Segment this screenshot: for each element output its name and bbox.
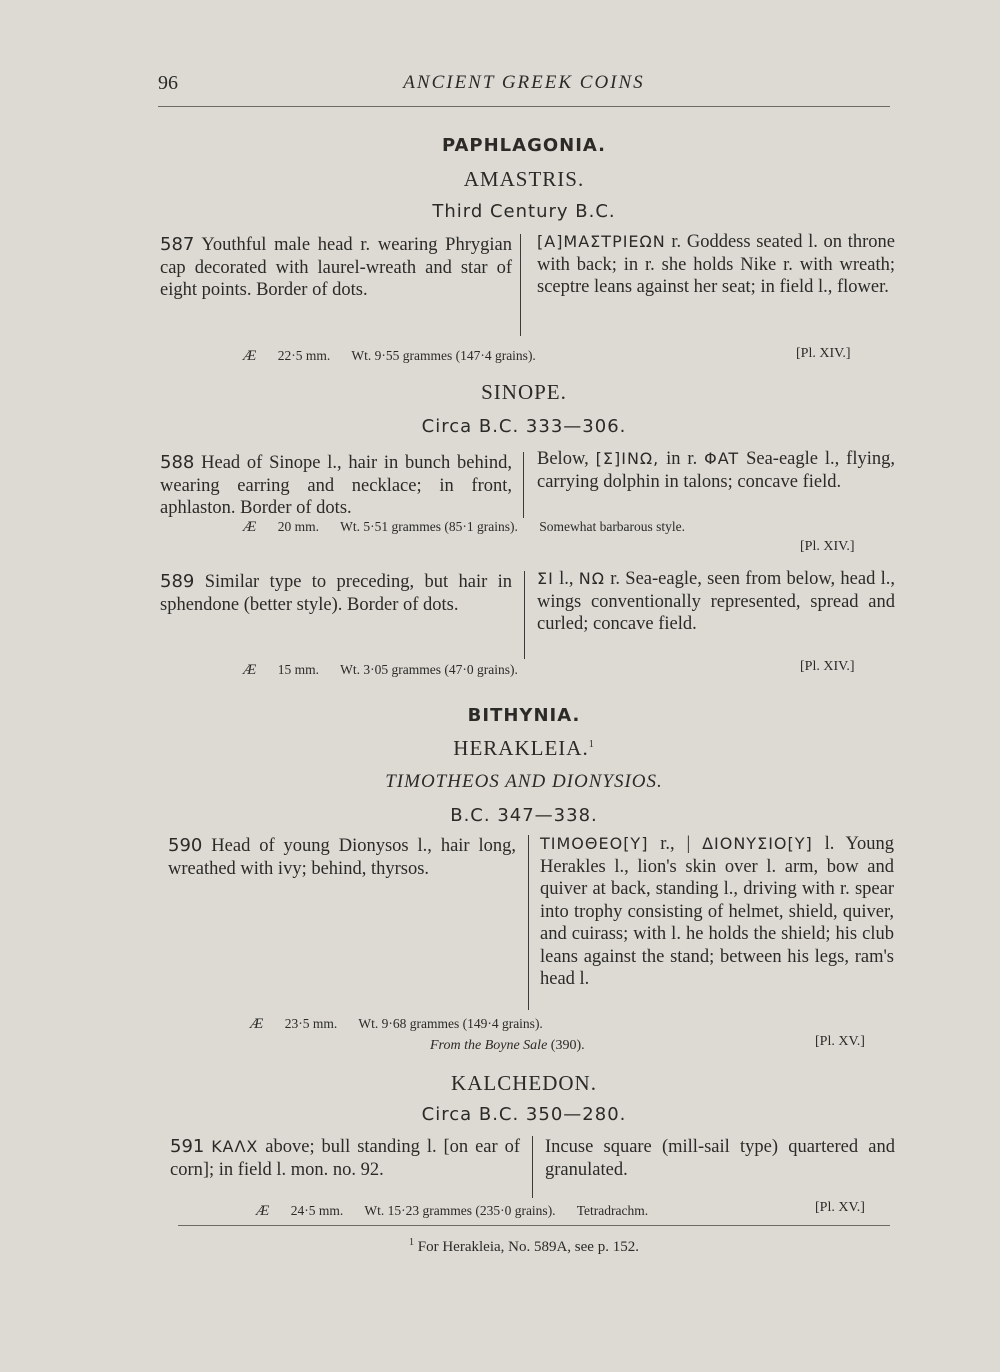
obverse-description: Youthful male head r. wearing Phrygian cap decorated with laurel-wreath and star of eight points. Border of dots. [160,235,512,300]
column-divider [524,571,525,659]
reverse-connector: in r. [666,449,698,469]
reverse-legend: TIMOΘEO[Y] [540,834,649,853]
entry-number: 587 [160,234,195,255]
metal-symbol: Æ [250,1016,264,1032]
footnote-reference: 1 [588,739,595,750]
reverse-connector: l., [559,569,574,589]
entry-589-reverse [537,568,895,636]
diameter: 15 mm. [277,662,319,677]
plate-reference: [Pl. XIV.] [796,346,851,361]
city-heading-sinope: SINOPE. [481,380,567,404]
reverse-legend: [Σ]INΩ, [595,449,660,468]
entry-588-obverse [160,452,512,520]
header-rule [158,106,890,107]
column-divider [523,452,524,518]
diameter: 23·5 mm. [284,1016,338,1031]
footnote-mark: 1 [409,1237,415,1248]
page-number: 96 [158,72,178,94]
column-divider [520,234,521,336]
reverse-prefix: Below, [537,449,589,469]
entry-591-metadata [256,1203,648,1220]
reverse-legend: [A]MAΣTPIEΩN [537,232,666,251]
reverse-legend: ΔIONYΣIO[Y] [702,834,813,853]
plate-reference: [Pl. XIV.] [800,659,855,674]
provenance [430,1038,585,1054]
weight: Wt. 9·55 grammes (147·4 grains). [351,348,536,363]
date-heading-amastris: Third Century B.C. [432,201,616,222]
obverse-description: Similar type to preceding, but hair in sphendone (better style). Border of dots. [160,572,513,615]
diameter: 22·5 mm. [277,348,331,363]
entry-589-obverse [160,571,512,616]
footnote-rule [178,1225,890,1226]
footnote [158,1237,890,1256]
reverse-description: l. Young Herakles l., lion's skin over l. arm, bow and quiver at back, standing l., driving with r. spear into trophy consisting of helmet, shield, quiver, and cuirass; with l. he holds the shield; his club leans against the stand; between his legs, ram's head l. [540,834,895,989]
entry-number: 588 [160,452,195,473]
metal-symbol: Æ [243,662,257,678]
entry-588-metadata [243,519,685,536]
column-divider [528,835,529,1010]
denomination-note: Tetradrachm. [576,1203,649,1218]
metal-symbol: Æ [243,348,257,364]
plate-reference: [Pl. XV.] [815,1200,865,1215]
weight: Wt. 3·05 grammes (47·0 grains). [340,662,518,677]
running-title: ANCIENT GREEK COINS [403,72,645,93]
running-head [158,72,890,102]
entry-number: 590 [168,835,203,856]
diameter: 24·5 mm. [290,1203,344,1218]
weight: Wt. 9·68 grammes (149·4 grains). [358,1016,543,1031]
obverse-description: Head of young Dionysos l., hair long, wreathed with ivy; behind, thyrsos. [168,836,517,879]
entry-591-reverse [545,1136,895,1181]
city-heading-kalchedon: KALCHEDON. [451,1071,597,1095]
entry-number: 589 [160,571,195,592]
footnote-text: For Herakleia, No. 589A, see p. 152. [417,1239,639,1255]
obverse-legend: KAΛX [211,1137,259,1156]
reverse-description: r. Sea-eagle, seen from below, head l., wings conventionally represented, spread and curled; concave field. [537,569,895,634]
reverse-legend: ΣI [537,569,554,588]
metal-symbol: Æ [243,519,257,535]
weight: Wt. 5·51 grammes (85·1 grains). [340,519,518,534]
obverse-description: Head of Sinope l., hair in bunch behind, wearing earring and necklace; in front, aphlaston. Border of dots. [160,453,513,518]
entry-590-obverse [168,835,516,880]
city-heading-amastris: AMASTRIS. [463,167,585,191]
date-heading-kalchedon: Circa B.C. 350—280. [421,1104,627,1125]
metal-symbol: Æ [256,1203,270,1219]
entry-587-metadata [243,348,536,365]
entry-number: 591 [170,1136,205,1157]
reverse-description: r. Goddess seated l. on throne with back; in r. she holds Nike r. with wreath; sceptre leans against her seat; in field l., flower. [537,232,895,297]
diameter: 20 mm. [277,519,319,534]
weight: Wt. 15·23 grammes (235·0 grains). [364,1203,556,1218]
provenance-sale: From the Boyne Sale [430,1038,548,1053]
reverse-connector: r., | [660,834,691,854]
style-note: Somewhat barbarous style. [539,519,686,534]
entry-590-reverse [540,833,894,991]
city-name: HERAKLEIA. [453,736,589,760]
magistrates-heading: TIMOTHEOS AND DIONYSIOS. [385,771,663,792]
obverse-description: above; bull standing l. [on ear of corn]; in field l. mon. no. 92. [170,1137,520,1180]
column-divider [532,1136,533,1198]
provenance-lot: (390). [550,1038,585,1053]
date-heading-herakleia: B.C. 347—338. [450,805,598,826]
entry-588-reverse [537,448,895,493]
date-heading-sinope: Circa B.C. 333—306. [421,416,627,437]
reverse-legend: ΦAT [704,449,740,468]
reverse-legend: NΩ [578,569,605,588]
entry-587-reverse [537,231,895,299]
reverse-description: Sea-eagle l., flying, carrying dolphin in talons; concave field. [537,449,896,492]
entry-591-obverse [170,1136,520,1181]
entry-590-metadata [250,1016,543,1033]
plate-reference: [Pl. XIV.] [800,539,855,554]
plate-reference: [Pl. XV.] [815,1034,865,1049]
city-heading-herakleia [158,736,890,761]
region-heading-bithynia: BITHYNIA. [467,705,581,726]
entry-589-metadata [243,662,518,679]
reverse-description: Incuse square (mill-sail type) quartered and granulated. [545,1137,895,1180]
region-heading-paphlagonia: PAPHLAGONIA. [441,135,607,156]
entry-587-obverse [160,234,512,302]
